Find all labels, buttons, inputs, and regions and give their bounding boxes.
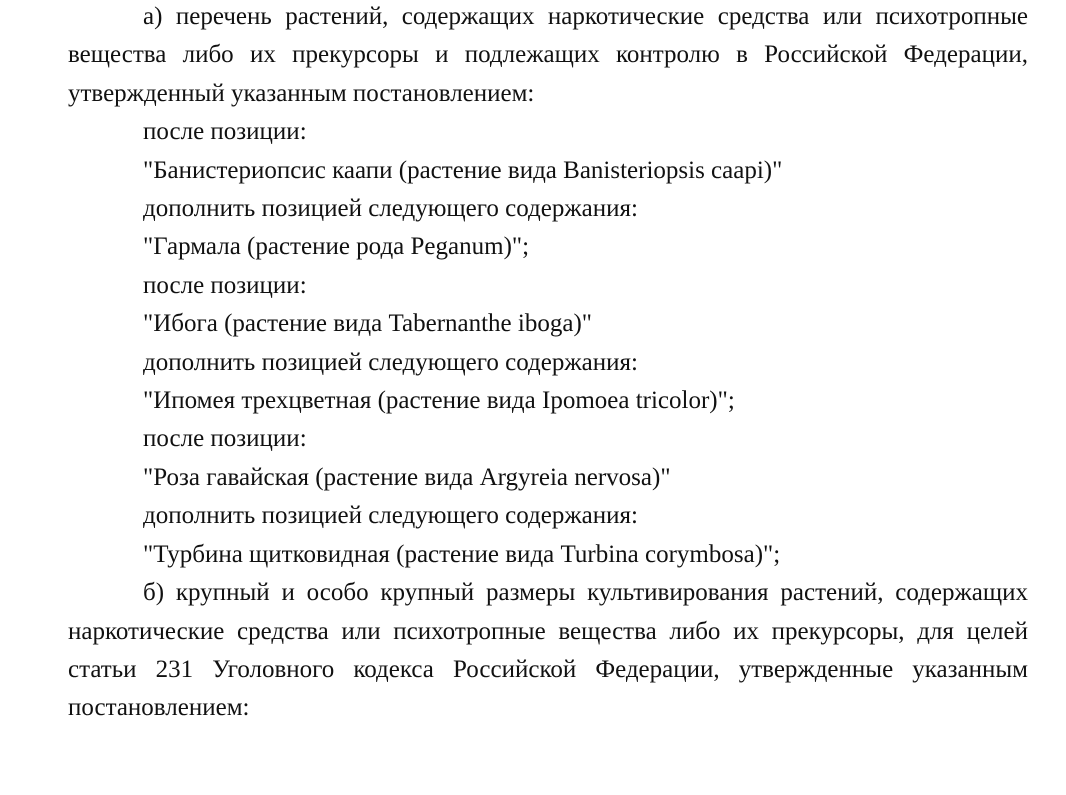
line-supplement-3: дополнить позицией следующего содержания:	[143, 502, 638, 530]
line-banisteriopsis: "Банистериопсис каапи (растение вида Banisteriopsis caapi)"	[143, 156, 783, 184]
line-iboga: "Ибога (растение вида Tabernanthe iboga)"	[143, 310, 592, 338]
line-turbina: "Турбина щитковидная (растение вида Turbina corymbosa)";	[143, 540, 781, 568]
line-supplement-2: дополнить позицией следующего содержания:	[143, 348, 638, 376]
paragraph-b: б) крупный и особо крупный размеры культивирования растений, содержащих наркотические средства или психотропные вещества либо их прекурсоры, для целей статьи 231 Уголовного кодекса Российской Федерации, утвержденные указанным постановлением:	[68, 579, 1028, 722]
document-body	[68, 0, 1028, 728]
line-ipomoea: "Ипомея трехцветная (растение вида Ipomoea tricolor)";	[143, 387, 735, 415]
paragraph-a: а) перечень растений, содержащих наркотические средства или психотропные вещества либо их прекурсоры и подлежащих контролю в Российской Федерации, утвержденный указанным постановлением:	[68, 3, 1028, 107]
line-garmala: "Гармала (растение рода Peganum)";	[143, 233, 530, 261]
line-after-position-2: после позиции:	[143, 271, 307, 299]
line-after-position-1: после позиции:	[143, 118, 307, 146]
line-argyreia: "Роза гавайская (растение вида Argyreia nervosa)"	[143, 463, 671, 491]
line-supplement-1: дополнить позицией следующего содержания:	[143, 195, 638, 223]
line-after-position-3: после позиции:	[143, 425, 307, 453]
